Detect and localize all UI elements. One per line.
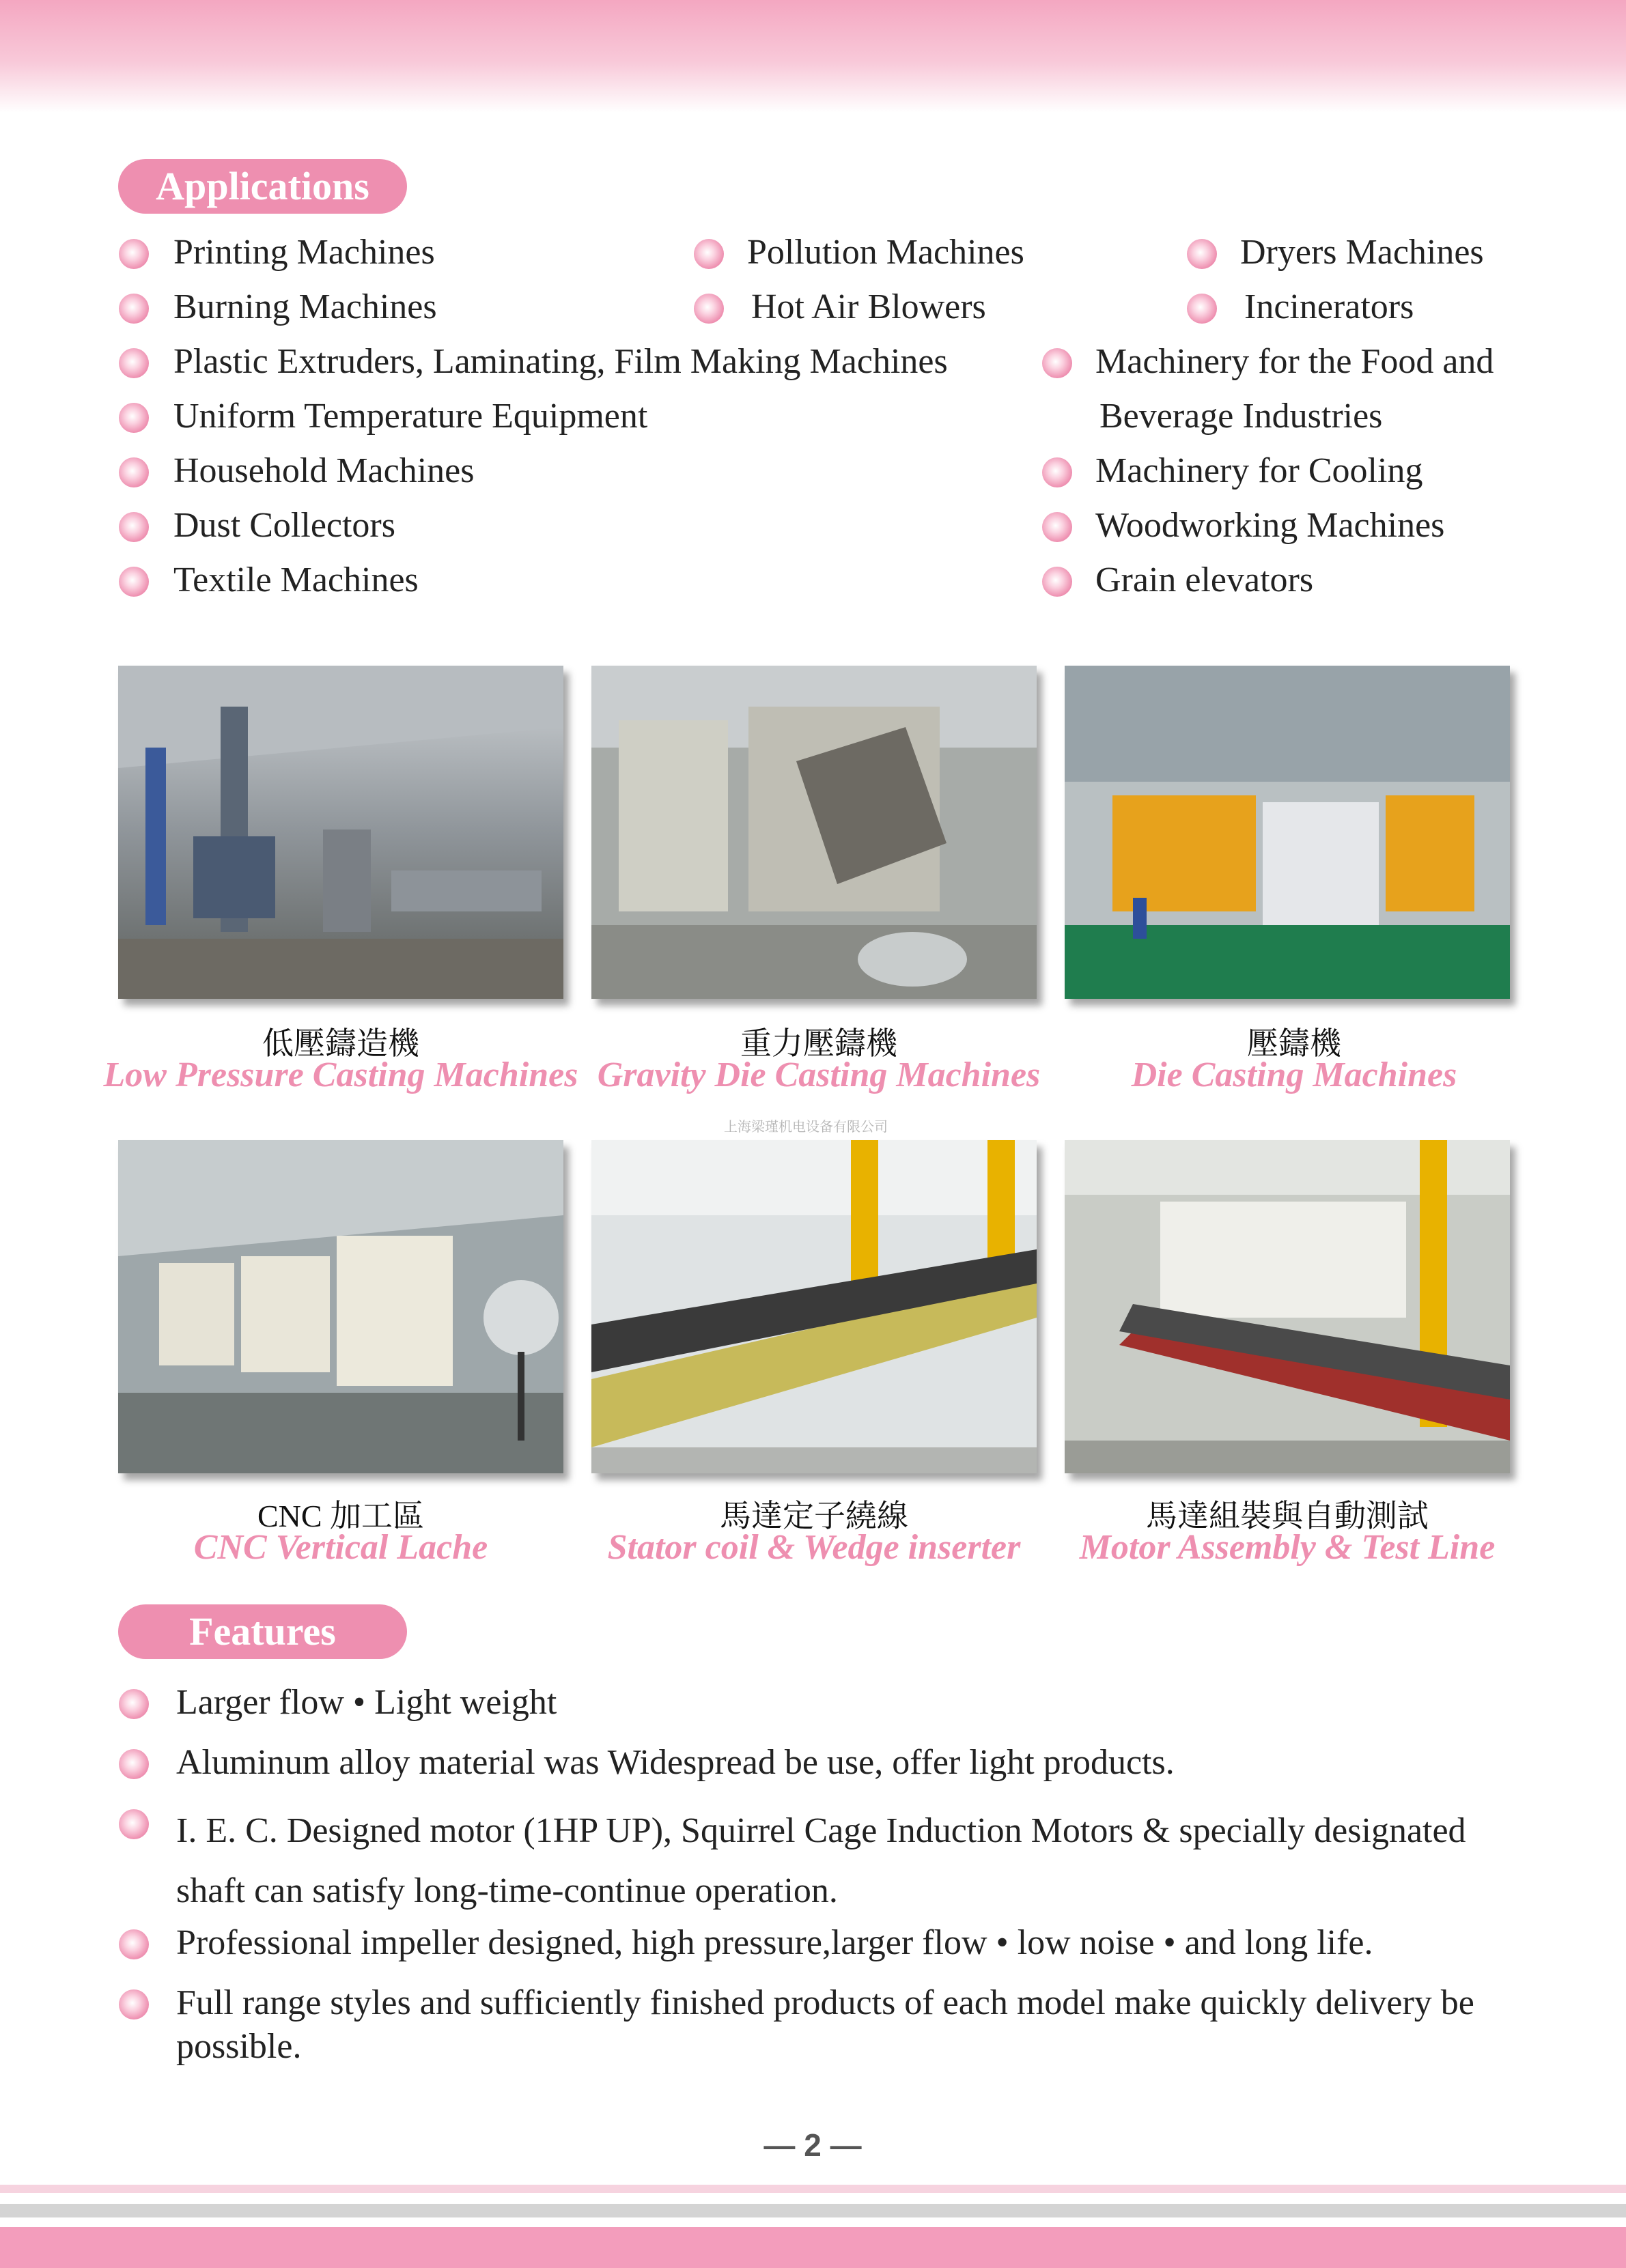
top-pink-band [0,0,1626,113]
features-heading: Features [118,1604,407,1659]
application-item: Dryers Machines [1240,233,1484,272]
page-number: — 2 — [763,2127,862,2163]
applications-heading: Applications [118,159,407,214]
footer-stripe-pink [0,2227,1626,2268]
application-item: Machinery for Cooling [1095,451,1423,490]
caption-en: Motor Assembly & Test Line [1079,1528,1496,1567]
bullet-icon [119,1929,149,1959]
application-item: Textile Machines [173,561,419,599]
bullet-icon [1042,348,1072,378]
feature-item: Full range styles and sufficiently finished products of each model make quickly delivery be possible. [176,1983,1474,2066]
feature-item: I. E. C. Designed motor (1HP UP), Squirrel Cage Induction Motors & specially designated shaft can satisfy long-time-continue operation. [176,1811,1466,1910]
application-item: Grain elevators [1095,561,1314,599]
bullet-icon [119,512,149,542]
application-item: Incinerators [1244,287,1414,326]
bullet-icon [119,1989,149,2019]
bullet-icon [119,239,149,269]
footer-stripe-light [0,2185,1626,2193]
bullet-icon [1042,457,1072,487]
application-item: Printing Machines [173,233,435,272]
application-item: Burning Machines [173,287,437,326]
caption-zh: 馬達定子繞線 [720,1497,908,1534]
caption-en: Stator coil & Wedge inserter [607,1528,1021,1567]
feature-item: Larger flow • Light weight [176,1683,557,1722]
photo-motor-assembly [1065,1140,1510,1473]
photo-stator-coil [591,1140,1037,1473]
application-item: Hot Air Blowers [751,287,986,326]
application-item: Pollution Machines [747,233,1024,272]
bullet-icon [1042,512,1072,542]
caption-en: Die Casting Machines [1131,1055,1457,1094]
caption-zh: 重力壓鑄機 [740,1025,897,1062]
caption-zh: 馬達組裝與自動測試 [1146,1497,1429,1534]
bullet-icon [119,1689,149,1719]
caption-zh: CNC 加工區 [257,1499,425,1533]
bullet-icon [694,239,724,269]
application-item: Dust Collectors [173,506,395,545]
caption-en: Gravity Die Casting Machines [597,1055,1041,1094]
bullet-icon [1042,567,1072,597]
photo-cnc-area [118,1140,563,1473]
bullet-icon [119,348,149,378]
bullet-icon [1187,294,1217,324]
photo-low-pressure-casting [118,666,563,999]
photo-gravity-die-casting [591,666,1037,999]
application-item: Machinery for the Food and [1095,342,1494,381]
bullet-icon [119,403,149,433]
caption-en: Low Pressure Casting Machines [103,1055,578,1094]
application-item: Uniform Temperature Equipment [173,397,648,436]
feature-item: Aluminum alloy material was Widespread be use, offer light products. [176,1743,1175,1782]
photo-die-casting [1065,666,1510,999]
bullet-icon [119,1809,149,1839]
caption-en: CNC Vertical Lache [193,1528,488,1567]
watermark: 上海梁瑾机电设备有限公司 [724,1118,888,1135]
application-item: Woodworking Machines [1095,506,1445,545]
bullet-icon [119,1749,149,1779]
bullet-icon [694,294,724,324]
application-item: Household Machines [173,451,475,490]
application-item: Plastic Extruders, Laminating, Film Making Machines [173,342,948,381]
bullet-icon [1187,239,1217,269]
footer-stripe-gray [0,2204,1626,2217]
application-item-continued: Beverage Industries [1099,397,1383,436]
bullet-icon [119,567,149,597]
caption-zh: 低壓鑄造機 [262,1025,419,1062]
bullet-icon [119,457,149,487]
bullet-icon [119,294,149,324]
feature-item: Professional impeller designed, high pressure,larger flow • low noise • and long life. [176,1923,1373,1962]
caption-zh: 壓鑄機 [1247,1025,1341,1062]
